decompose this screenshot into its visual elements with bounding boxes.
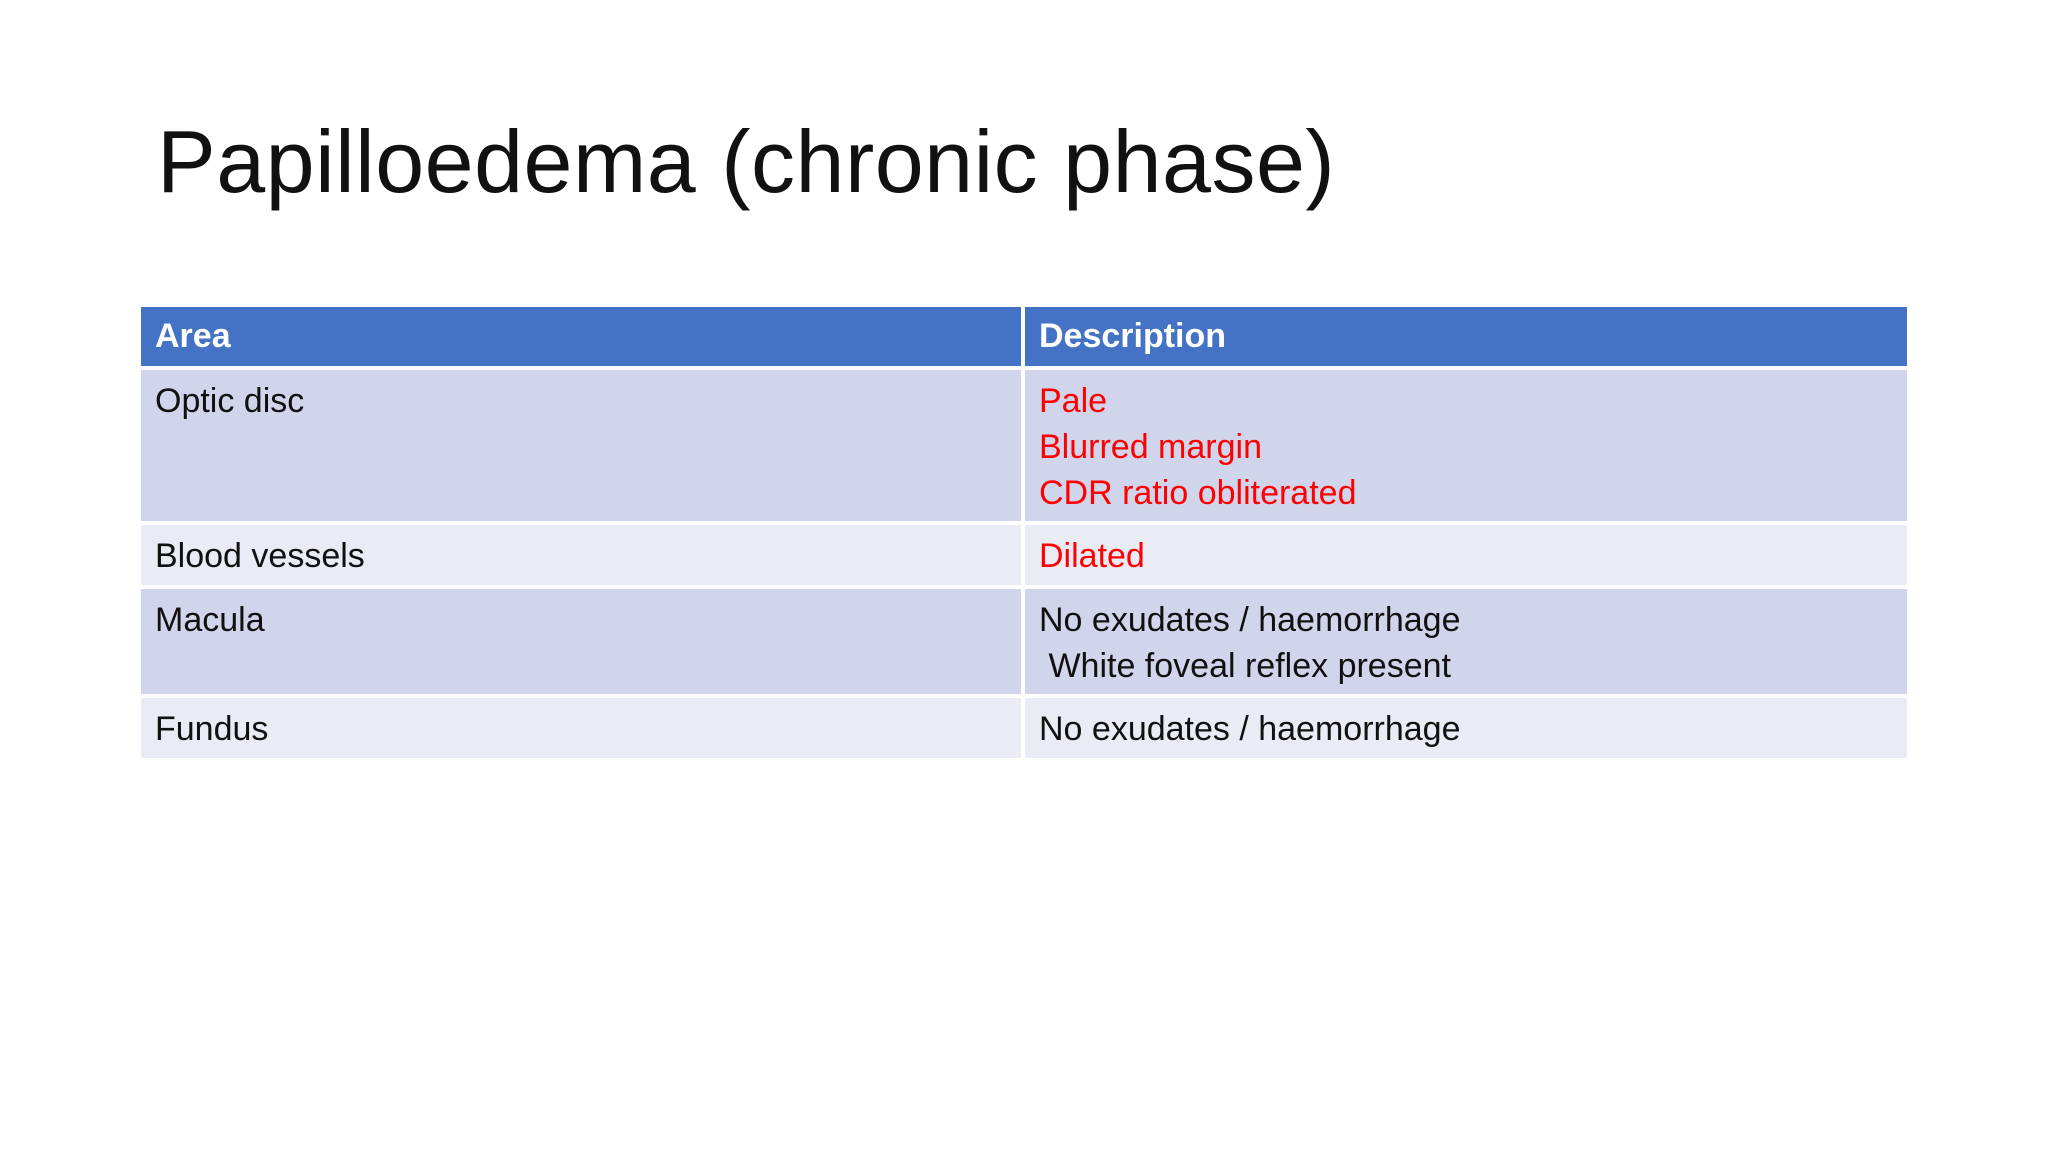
description-line: No exudates / haemorrhage: [1039, 710, 1461, 748]
description-line: Pale: [1039, 382, 1108, 420]
table-row-area: Optic disc: [141, 370, 1021, 521]
description-line: White foveal reflex present: [1039, 647, 1451, 685]
table-row-area: Fundus: [141, 698, 1021, 758]
table-row-description: [1025, 698, 1907, 758]
table-row-description: [1025, 589, 1907, 694]
findings-table: [141, 307, 1907, 758]
table-row-description: [1025, 370, 1907, 521]
table-row-area: Blood vessels: [141, 525, 1021, 585]
table-row-area: Macula: [141, 589, 1021, 694]
description-line: No exudates / haemorrhage: [1039, 601, 1461, 639]
header-area: Area: [141, 307, 1021, 366]
description-line: CDR ratio obliterated: [1039, 474, 1357, 512]
description-line: Blurred margin: [1039, 428, 1262, 466]
table-row-description: [1025, 525, 1907, 585]
description-line: Dilated: [1039, 537, 1145, 575]
slide-title: Papilloedema (chronic phase): [157, 112, 1336, 211]
header-description: Description: [1025, 307, 1907, 366]
